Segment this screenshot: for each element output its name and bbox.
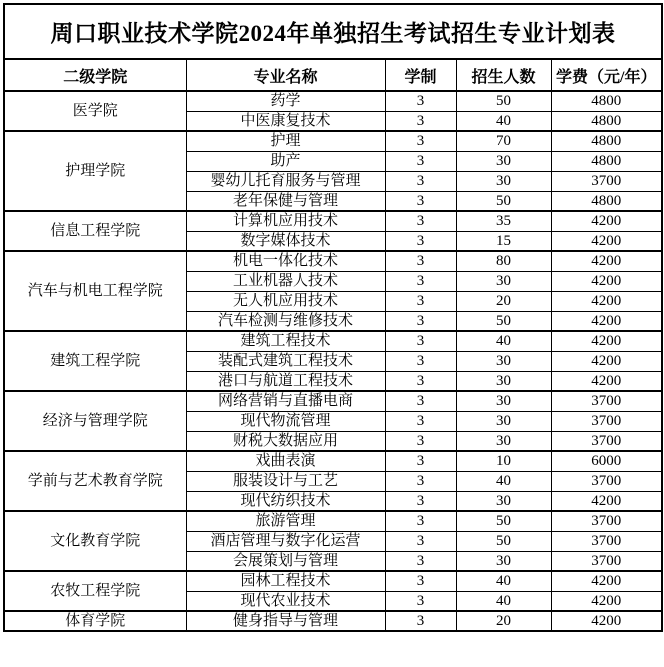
quota-cell: 40	[456, 591, 551, 611]
college-cell: 经济与管理学院	[4, 391, 186, 451]
years-cell: 3	[385, 491, 456, 511]
major-cell: 酒店管理与数字化运营	[186, 531, 385, 551]
years-cell: 3	[385, 151, 456, 171]
years-cell: 3	[385, 351, 456, 371]
header-college: 二级学院	[4, 59, 186, 91]
tuition-cell: 3700	[551, 471, 662, 491]
quota-cell: 30	[456, 551, 551, 571]
major-cell: 财税大数据应用	[186, 431, 385, 451]
table-row	[4, 571, 662, 591]
tuition-cell: 4200	[551, 591, 662, 611]
tuition-cell: 4200	[551, 351, 662, 371]
major-cell: 戏曲表演	[186, 451, 385, 471]
years-cell: 3	[385, 111, 456, 131]
major-cell: 老年保健与管理	[186, 191, 385, 211]
college-cell: 汽车与机电工程学院	[4, 251, 186, 331]
table-row	[4, 611, 662, 631]
years-cell: 3	[385, 191, 456, 211]
tuition-cell: 3700	[551, 551, 662, 571]
years-cell: 3	[385, 231, 456, 251]
major-cell: 港口与航道工程技术	[186, 371, 385, 391]
header-quota: 招生人数	[456, 59, 551, 91]
tuition-cell: 4200	[551, 251, 662, 271]
tuition-cell: 4200	[551, 491, 662, 511]
years-cell: 3	[385, 371, 456, 391]
table-row	[4, 131, 662, 151]
major-cell: 园林工程技术	[186, 571, 385, 591]
tuition-cell: 4200	[551, 211, 662, 231]
major-cell: 网络营销与直播电商	[186, 391, 385, 411]
major-cell: 工业机器人技术	[186, 271, 385, 291]
years-cell: 3	[385, 451, 456, 471]
quota-cell: 30	[456, 431, 551, 451]
years-cell: 3	[385, 171, 456, 191]
years-cell: 3	[385, 211, 456, 231]
tuition-cell: 4200	[551, 571, 662, 591]
quota-cell: 40	[456, 111, 551, 131]
tuition-cell: 4200	[551, 311, 662, 331]
tuition-cell: 3700	[551, 391, 662, 411]
tuition-cell: 3700	[551, 171, 662, 191]
years-cell: 3	[385, 571, 456, 591]
tuition-cell: 4800	[551, 131, 662, 151]
quota-cell: 40	[456, 571, 551, 591]
college-cell: 信息工程学院	[4, 211, 186, 251]
years-cell: 3	[385, 331, 456, 351]
years-cell: 3	[385, 431, 456, 451]
quota-cell: 10	[456, 451, 551, 471]
quota-cell: 70	[456, 131, 551, 151]
major-cell: 现代农业技术	[186, 591, 385, 611]
table-row	[4, 391, 662, 411]
tuition-cell: 4800	[551, 91, 662, 111]
major-cell: 机电一体化技术	[186, 251, 385, 271]
years-cell: 3	[385, 311, 456, 331]
quota-cell: 30	[456, 271, 551, 291]
quota-cell: 40	[456, 471, 551, 491]
major-cell: 护理	[186, 131, 385, 151]
table-body	[4, 91, 662, 631]
years-cell: 3	[385, 251, 456, 271]
major-cell: 旅游管理	[186, 511, 385, 531]
quota-cell: 30	[456, 391, 551, 411]
years-cell: 3	[385, 131, 456, 151]
tuition-cell: 3700	[551, 531, 662, 551]
quota-cell: 50	[456, 91, 551, 111]
tuition-cell: 3700	[551, 411, 662, 431]
major-cell: 建筑工程技术	[186, 331, 385, 351]
tuition-cell: 3700	[551, 511, 662, 531]
table-title: 周口职业技术学院2024年单独招生考试招生专业计划表	[4, 4, 662, 59]
table-header-row	[4, 59, 662, 91]
quota-cell: 30	[456, 171, 551, 191]
years-cell: 3	[385, 611, 456, 631]
quota-cell: 35	[456, 211, 551, 231]
major-cell: 中医康复技术	[186, 111, 385, 131]
major-cell: 装配式建筑工程技术	[186, 351, 385, 371]
major-cell: 计算机应用技术	[186, 211, 385, 231]
quota-cell: 20	[456, 611, 551, 631]
table-title-row	[4, 4, 662, 59]
quota-cell: 30	[456, 411, 551, 431]
table-row	[4, 451, 662, 471]
years-cell: 3	[385, 511, 456, 531]
quota-cell: 50	[456, 511, 551, 531]
years-cell: 3	[385, 91, 456, 111]
major-cell: 汽车检测与维修技术	[186, 311, 385, 331]
major-cell: 助产	[186, 151, 385, 171]
major-cell: 数字媒体技术	[186, 231, 385, 251]
tuition-cell: 4800	[551, 151, 662, 171]
header-major: 专业名称	[186, 59, 385, 91]
quota-cell: 30	[456, 151, 551, 171]
tuition-cell: 6000	[551, 451, 662, 471]
tuition-cell: 4200	[551, 291, 662, 311]
quota-cell: 30	[456, 371, 551, 391]
tuition-cell: 4200	[551, 271, 662, 291]
major-cell: 药学	[186, 91, 385, 111]
quota-cell: 20	[456, 291, 551, 311]
major-cell: 婴幼儿托育服务与管理	[186, 171, 385, 191]
major-cell: 会展策划与管理	[186, 551, 385, 571]
tuition-cell: 4200	[551, 611, 662, 631]
tuition-cell: 4800	[551, 191, 662, 211]
enrollment-plan-table	[3, 3, 663, 632]
major-cell: 无人机应用技术	[186, 291, 385, 311]
years-cell: 3	[385, 531, 456, 551]
tuition-cell: 4200	[551, 231, 662, 251]
college-cell: 农牧工程学院	[4, 571, 186, 611]
years-cell: 3	[385, 551, 456, 571]
tuition-cell: 4800	[551, 111, 662, 131]
years-cell: 3	[385, 291, 456, 311]
college-cell: 学前与艺术教育学院	[4, 451, 186, 511]
college-cell: 建筑工程学院	[4, 331, 186, 391]
major-cell: 健身指导与管理	[186, 611, 385, 631]
tuition-cell: 3700	[551, 431, 662, 451]
college-cell: 护理学院	[4, 131, 186, 211]
table-row	[4, 251, 662, 271]
table-row	[4, 511, 662, 531]
quota-cell: 50	[456, 191, 551, 211]
college-cell: 文化教育学院	[4, 511, 186, 571]
header-years: 学制	[385, 59, 456, 91]
quota-cell: 40	[456, 331, 551, 351]
major-cell: 现代物流管理	[186, 411, 385, 431]
major-cell: 服装设计与工艺	[186, 471, 385, 491]
header-tuition: 学费（元/年）	[551, 59, 662, 91]
table-row	[4, 91, 662, 111]
years-cell: 3	[385, 271, 456, 291]
years-cell: 3	[385, 411, 456, 431]
quota-cell: 30	[456, 351, 551, 371]
quota-cell: 30	[456, 491, 551, 511]
table-row	[4, 331, 662, 351]
tuition-cell: 4200	[551, 331, 662, 351]
quota-cell: 50	[456, 531, 551, 551]
years-cell: 3	[385, 591, 456, 611]
college-cell: 体育学院	[4, 611, 186, 631]
years-cell: 3	[385, 471, 456, 491]
quota-cell: 15	[456, 231, 551, 251]
quota-cell: 80	[456, 251, 551, 271]
quota-cell: 50	[456, 311, 551, 331]
tuition-cell: 4200	[551, 371, 662, 391]
college-cell: 医学院	[4, 91, 186, 131]
major-cell: 现代纺织技术	[186, 491, 385, 511]
table-row	[4, 211, 662, 231]
years-cell: 3	[385, 391, 456, 411]
